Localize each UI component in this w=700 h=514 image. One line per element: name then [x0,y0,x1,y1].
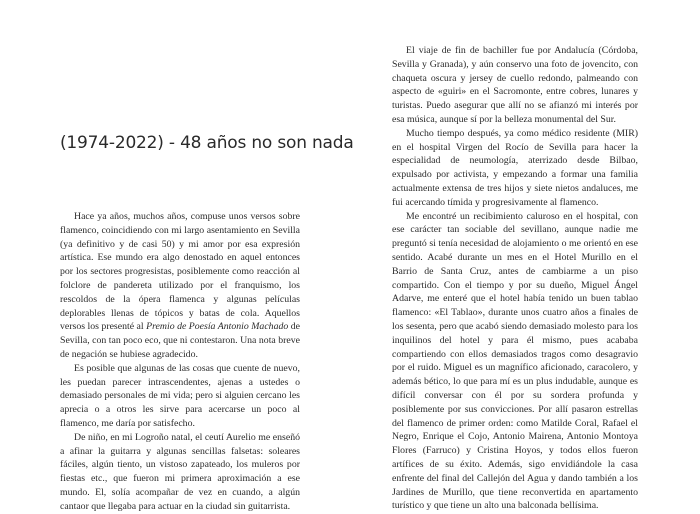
left-paragraph-1-text-after: de Sevilla, con tan poco eco, que ni contestaron. Una nota breve de negación se hubiese agradecido. [60,321,300,360]
right-text-column [392,44,638,513]
left-paragraph-1 [60,210,300,362]
right-paragraph-2: Mucho tiempo después, ya como médico residente (MIR) en el hospital Virgen del Rocío de Sevilla para hacer la especialidad de neumología, aterrizado desde Bilbao, expulsado por activista, y empezando a formar una familia actualmente extensa de tres hijos y siete nietos andaluces, me fui acercando tímida y progresivamente al flamenco. [392,127,638,208]
left-paragraph-2: Es posible que algunas de las cosas que cuente de nuevo, les puedan parecer intrascendentes, ajenas a ustedes o demasiado personales de mi vida; pero si alguien cercano les aprecia o a otros les sirve para acercarse un poco al flamenco, me daría por satisfecho. [60,362,300,429]
right-paragraph-3: Me encontré un recibimiento caluroso en el hospital, con ese carácter tan sociable del sevillano, aunque nadie me preguntó si tenía necesidad de alojamiento o me orientó en ese sentido. Acabé durante un mes en el Hotel Murillo en el Barrio de Santa Cruz, antes de cambiarme a un piso compartido. Con el tiempo y por su dueño, Miguel Ángel Adarve, me enteré que el hotel había tenido un buen tablao flamenco: «El Tablao», durante unos cuatro años a finales de los sesenta, pero que acabó siendo demasiado molesto para los inquilinos del hotel y para él mismo, pues acababa compartiendo con ellos demasiados tragos como desagravio por el ruido. Miguel es un magnífico aficionado, caracolero, y además bético, lo que para mí es un plus indudable, aunque es difícil conversar con él por su sordera profunda y posiblemente por sus convicciones. Por allí pasaron estrellas del flamenco de primer orden: como Matilde Coral, Rafael el Negro, Enrique el Cojo, Antonio Mairena, Antonio Montoya Flores (Farruco) y Cristina Hoyos, y todos ellos fueron artífices de su éxito. Además, sigo envidiándole la casa enfrente del final del Callejón del Agua y dando también a los Jardines de Murillo, que tiene reconvertida en apartamento turístico y que tiene un alto una balconada bellísima. [392,210,638,512]
left-text-column [60,210,300,514]
left-paragraph-3: De niño, en mi Logroño natal, el ceutí Aurelio me enseñó a afinar la guitarra y algunas sencillas falsetas: soleares fáciles, algún tiento, un vistoso zapateado, los muleros por fiestas etc., que fueron mi primera aproximación a ese mundo. El, solía acompañar de vez en cuando, a algún cantaor que llegaba para actuar en la ciudad sin guitarrista. [60,431,300,512]
chapter-title: (1974-2022) - 48 años no son nada [60,133,354,153]
right-page [350,0,700,512]
left-paragraph-1-text-before: Hace ya años, muchos años, compuse unos versos sobre flamenco, coincidiendo con mi largo asentamiento en Sevilla (ya definitivo y de casi 50) y mi amor por esa expresión artística. Ese mundo era algo denostado en aquel entonces por los sectores progresistas, posiblemente como reacción al folclore de pandereta utilizado por el franquismo, los rescoldos de la ópera flamenca y algunas películas deplorables llenas de tópicos y batas de cola. Aquellos versos los presenté al [60,211,300,333]
poetry-prize-name: Premio de Poesía Antonio Machado [146,321,289,333]
right-paragraph-1: El viaje de fin de bachiller fue por Andalucía (Córdoba, Sevilla y Granada), y aún conservo una foto de jovencito, con chaqueta oscura y jersey de cuello redondo, palmeando con aspecto de «guiri» en el Sacromonte, entre cobres, lunares y turistas. Puedo asegurar que allí no se afianzó mi interés por esa música, aunque sí por la belleza monumental del Sur. [392,45,638,125]
